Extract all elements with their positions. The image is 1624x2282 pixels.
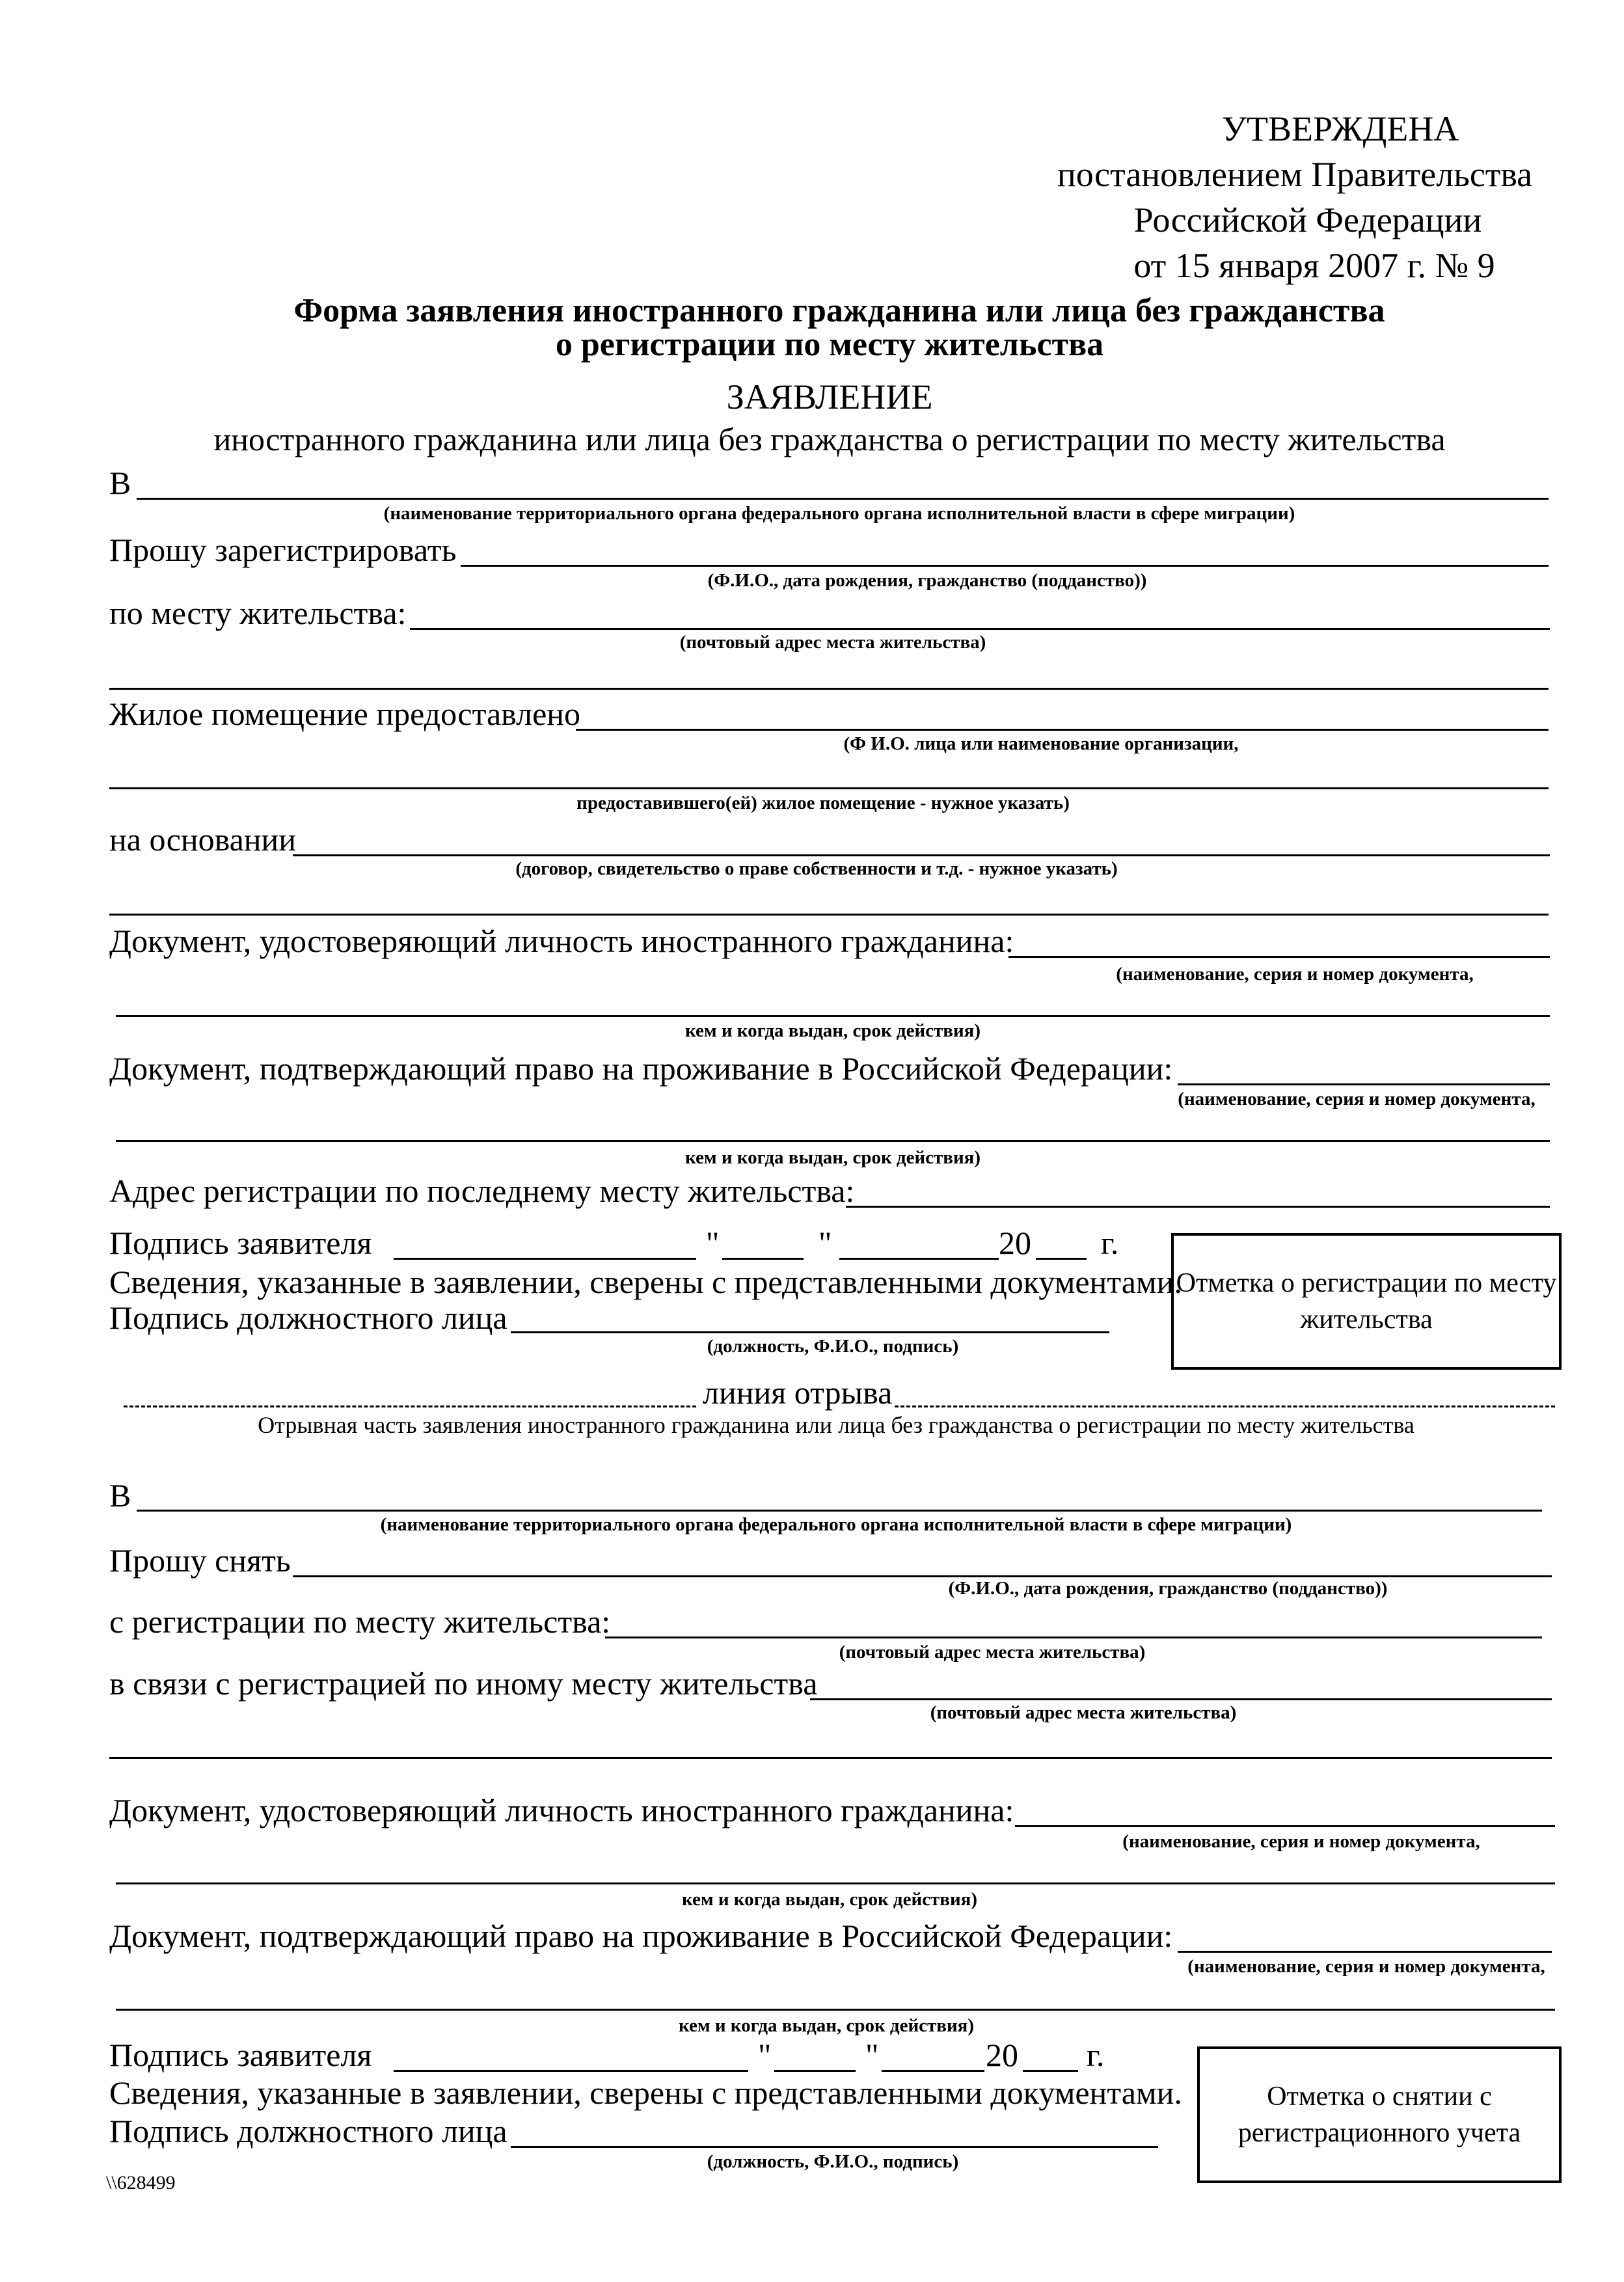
date-year-suffix: г. <box>1101 1225 1119 1261</box>
last-address-label: Адрес регистрации по последнему месту жительства: <box>109 1173 855 1209</box>
application-subheading: иностранного гражданина или лица без гражданства о регистрации по месту жительства <box>213 421 1446 457</box>
residence-doc-label: Документ, подтверждающий право на проживание в Российской Федерации: <box>109 1050 1173 1087</box>
deregister-label: Прошу снять <box>109 1542 291 1579</box>
basis-label: на основании <box>109 821 297 858</box>
tearoff-residence-doc-field-line2[interactable] <box>116 2009 1555 2011</box>
tearoff-official-caption: (должность, Ф.И.О., подпись) <box>707 2151 959 2172</box>
tearoff-date-year-suffix: г. <box>1087 2037 1105 2073</box>
register-caption: (Ф.И.О., дата рождения, гражданство (подданство)) <box>707 570 1147 591</box>
tearoff-signature-field[interactable] <box>394 2070 748 2072</box>
residence-field[interactable] <box>410 628 1550 630</box>
form-title-line2: о регистрации по месту жительства <box>555 326 1104 363</box>
register-label: Прошу зарегистрировать <box>109 532 457 568</box>
tearoff-id-doc-field[interactable] <box>1015 1825 1555 1827</box>
tear-line-caption: Отрывная часть заявления иностранного гражданина или лица без гражданства о регистрации по месту жительства <box>258 1412 1414 1438</box>
approval-line-date-number: от 15 января 2007 г. № 9 <box>1133 246 1495 285</box>
deregister-caption: (Ф.И.О., дата рождения, гражданство (подданство)) <box>948 1578 1388 1599</box>
new-residence-label: в связи с регистрацией по иному месту жительства <box>109 1665 818 1702</box>
to-field[interactable] <box>137 498 1549 500</box>
tearoff-residence-doc-field[interactable] <box>1178 1951 1552 1953</box>
housing-caption-2: предоставившего(ей) жилое помещение - нужное указать) <box>576 793 1070 813</box>
tearoff-to-label: В <box>109 1477 131 1514</box>
date-year-prefix: 20 <box>999 1225 1031 1261</box>
new-residence-caption: (почтовый адрес места жительства) <box>930 1702 1237 1723</box>
date-quote-close: " <box>819 1225 832 1261</box>
tearoff-verified-text: Сведения, указанные в заявлении, сверены с представленными документами. <box>109 2074 1182 2111</box>
tearoff-signature-label: Подпись заявителя <box>109 2037 372 2073</box>
tearoff-id-doc-caption-2: кем и когда выдан, срок действия) <box>681 1889 978 1910</box>
tearoff-official-label: Подпись должностного лица <box>109 2113 508 2149</box>
tearoff-residence-doc-label: Документ, подтверждающий право на проживание в Российской Федерации: <box>109 1918 1173 1954</box>
deregistration-stamp-text: Отметка о снятии с регистрационного учета <box>1238 2082 1521 2148</box>
tearoff-date-quote-close: " <box>865 2037 879 2073</box>
residence-caption: (почтовый адрес места жительства) <box>679 632 986 653</box>
signature-label: Подпись заявителя <box>109 1225 372 1261</box>
tear-line-right <box>895 1406 1555 1407</box>
form-title-line1: Форма заявления иностранного гражданина или лица без гражданства <box>293 292 1385 329</box>
residence-doc-caption-1: (наименование, серия и номер документа, <box>1178 1089 1536 1109</box>
tearoff-official-signature-field[interactable] <box>511 2146 1158 2148</box>
deregister-from-field[interactable] <box>605 1637 1542 1638</box>
basis-field[interactable] <box>293 854 1550 856</box>
to-caption: (наименование территориального органа федерального органа исполнительной власти в сфере миграции) <box>383 503 1295 524</box>
signature-field[interactable] <box>394 1258 696 1260</box>
approval-title: УТВЕРЖДЕНА <box>1221 109 1459 148</box>
document-code: \\628499 <box>106 2172 176 2194</box>
residence-doc-field-line2[interactable] <box>116 1140 1550 1142</box>
tearoff-residence-doc-caption-2: кем и когда выдан, срок действия) <box>678 2015 975 2036</box>
tearoff-to-field[interactable] <box>137 1510 1542 1512</box>
id-doc-caption-1: (наименование, серия и номер документа, <box>1116 964 1474 985</box>
date-month-field[interactable] <box>839 1258 999 1260</box>
id-doc-label: Документ, удостоверяющий личность иностранного гражданина: <box>109 923 1014 959</box>
to-label: В <box>109 465 131 501</box>
basis-caption: (договор, свидетельство о праве собственности и т.д. - нужное указать) <box>515 858 1118 879</box>
registration-stamp-box <box>1171 1233 1562 1370</box>
residence-doc-caption-2: кем и когда выдан, срок действия) <box>684 1147 981 1168</box>
residence-field-line2[interactable] <box>109 688 1549 690</box>
deregister-from-caption: (почтовый адрес места жительства) <box>839 1642 1146 1663</box>
last-address-field[interactable] <box>846 1206 1550 1208</box>
new-residence-field[interactable] <box>810 1698 1552 1700</box>
register-field[interactable] <box>461 565 1549 567</box>
tearoff-id-doc-caption-1: (наименование, серия и номер документа, <box>1122 1831 1480 1852</box>
basis-field-line2[interactable] <box>109 914 1549 916</box>
housing-caption-1: (Ф И.О. лица или наименование организации, <box>843 733 1239 754</box>
residence-doc-field[interactable] <box>1178 1083 1550 1085</box>
housing-field[interactable] <box>576 729 1549 731</box>
tearoff-date-year-prefix: 20 <box>986 2037 1018 2073</box>
housing-label: Жилое помещение предоставлено <box>109 696 581 732</box>
official-label: Подпись должностного лица <box>109 1299 508 1336</box>
deregistration-stamp-box <box>1197 2046 1562 2183</box>
date-day-field[interactable] <box>722 1258 804 1260</box>
tearoff-id-doc-field-line2[interactable] <box>116 1882 1555 1884</box>
deregister-from-label: с регистрации по месту жительства: <box>109 1603 611 1640</box>
id-doc-field-line2[interactable] <box>116 1015 1550 1017</box>
tear-line-left <box>124 1406 696 1407</box>
tear-line-label: линия отрыва <box>703 1374 893 1411</box>
date-quote-open: " <box>706 1225 720 1261</box>
id-doc-caption-2: кем и когда выдан, срок действия) <box>684 1020 981 1041</box>
new-residence-field-line2[interactable] <box>109 1757 1552 1759</box>
official-caption: (должность, Ф.И.О., подпись) <box>707 1336 959 1357</box>
approval-line-federation: Российской Федерации <box>1133 200 1482 239</box>
tearoff-date-month-field[interactable] <box>882 2070 984 2072</box>
official-signature-field[interactable] <box>511 1331 1109 1333</box>
tearoff-date-quote-open: " <box>758 2037 772 2073</box>
application-heading: ЗАЯВЛЕНИЕ <box>726 377 933 416</box>
tearoff-id-doc-label: Документ, удостоверяющий личность иностранного гражданина: <box>109 1792 1014 1828</box>
date-year-field[interactable] <box>1036 1258 1087 1260</box>
tearoff-to-caption: (наименование территориального органа федерального органа исполнительной власти в сфере миграции) <box>380 1514 1292 1535</box>
tearoff-residence-doc-caption-1: (наименование, серия и номер документа, <box>1187 1956 1545 1977</box>
verified-text: Сведения, указанные в заявлении, сверены с представленными документами. <box>109 1264 1182 1300</box>
id-doc-field[interactable] <box>1008 956 1550 958</box>
residence-label: по месту жительства: <box>109 595 407 631</box>
registration-stamp-text: Отметка о регистрации по месту жительства <box>1176 1268 1557 1335</box>
housing-field-line2[interactable] <box>109 787 1549 789</box>
tearoff-date-day-field[interactable] <box>774 2070 856 2072</box>
tearoff-date-year-field[interactable] <box>1023 2070 1078 2072</box>
approval-line-resolution: постановлением Правительства <box>1057 155 1533 194</box>
